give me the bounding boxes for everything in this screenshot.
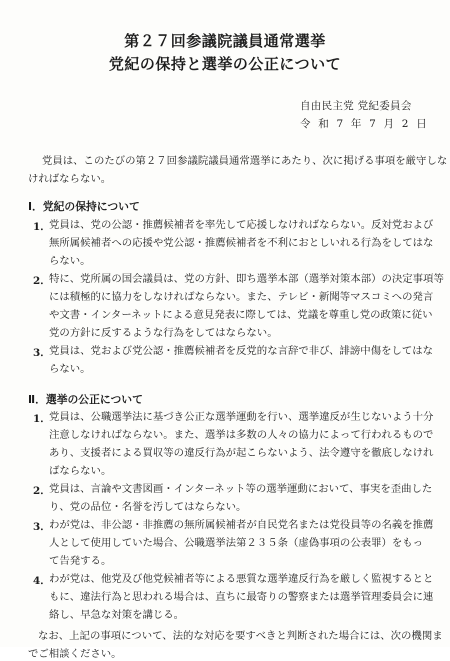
section-heading: Ⅰ．党紀の保持について bbox=[28, 200, 140, 213]
intro-line: 党員は、このたびの第２７回参議院議員通常選挙にあたり、次に掲げる事項を厳守しな bbox=[42, 155, 448, 167]
item-line: ばならない。 bbox=[49, 465, 112, 477]
item-line: 特に、党所属の国会議員は、党の方針、即ち選挙本部（選挙対策本部）の決定事項等 bbox=[49, 273, 444, 285]
item-line: わが党は、非公認・非推薦の無所属候補者が自民党名または党役員等の名義を推薦 bbox=[49, 519, 434, 531]
item-line: 党員は、党および党公認・推薦候補者を反党的な言辞で非び、誹謗中傷をしてはな bbox=[49, 345, 434, 357]
item-line: あり、支援者による買収等の違反行為が起こらないよう、法令遵守を徹底しなけれ bbox=[49, 447, 434, 459]
item-line: て告発する。 bbox=[49, 555, 112, 567]
item-line: 絡し、早急な対策を講じる。 bbox=[49, 609, 185, 621]
item-line: 注意しなければならない。また、選挙は多数の人々の協力によって行われるもので bbox=[49, 429, 434, 441]
item-line: り、党の品位・名誉を汚してはならない。 bbox=[49, 501, 247, 513]
item-line: らない。 bbox=[49, 255, 91, 267]
item-line: 党員は、公職選挙法に基づき公正な選挙運動を行い、選挙違反が生じないよう十分 bbox=[49, 411, 434, 423]
item-line: らない。 bbox=[49, 363, 91, 375]
item-line: 人として使用していた場合、公職選挙法第２３５条（虚偽事項の公表罪）をもっ bbox=[49, 537, 424, 549]
issue-date: 令 和 7 年 7 月 2 日 bbox=[300, 118, 429, 130]
item-number: 2． bbox=[33, 275, 51, 287]
item-number: 3． bbox=[33, 347, 51, 359]
item-number: 4． bbox=[33, 575, 51, 587]
item-line: には積極的に協力をしなければならない。また、テレビ・新聞等マスコミへの発言 bbox=[49, 291, 434, 303]
item-line: 無所属候補者への応援や党公認・推薦候補者を不利におとしいれる行為をしてはな bbox=[49, 237, 434, 249]
document-title-line2: 党紀の保持と選挙の公正について bbox=[108, 55, 342, 73]
item-number: 1． bbox=[33, 413, 51, 425]
item-line: 党員は、言論や文書図画・インターネット等の選挙運動において、事実を歪曲した bbox=[49, 483, 433, 495]
item-number: 3． bbox=[33, 521, 51, 533]
item-line: 党員は、党の公認・推薦候補者を率先して応援しなければならない。反対党および bbox=[49, 219, 434, 231]
closing-line: でご相談ください。 bbox=[28, 648, 122, 660]
intro-line: ければならない。 bbox=[28, 173, 112, 185]
closing-line: なお、上記の事項について、法的な対応を要すべきと判断された場合には、次の機関ま bbox=[38, 630, 443, 642]
item-line: わが党は、他党及び他党候補者等による悪質な選挙違反行為を厳しく監視するとと bbox=[49, 573, 434, 585]
item-line: 党の方針に反するような行為をしてはならない。 bbox=[49, 327, 278, 339]
item-number: 1． bbox=[33, 221, 51, 233]
issuing-organization: 自由民主党 党紀委員会 bbox=[300, 100, 412, 112]
section-heading: Ⅱ．選挙の公正について bbox=[28, 393, 143, 406]
item-line: や文書・インターネットによる意見発表に際しては、党議を尊重し党の政策に従い bbox=[49, 309, 433, 321]
document-title-line1: 第２７回参議院議員通常選挙 bbox=[124, 32, 326, 50]
item-line: もに、違法行為と思われる場合は、直ちに最寄りの警察または選挙管理委員会に連 bbox=[49, 591, 434, 603]
item-number: 2． bbox=[33, 485, 51, 497]
